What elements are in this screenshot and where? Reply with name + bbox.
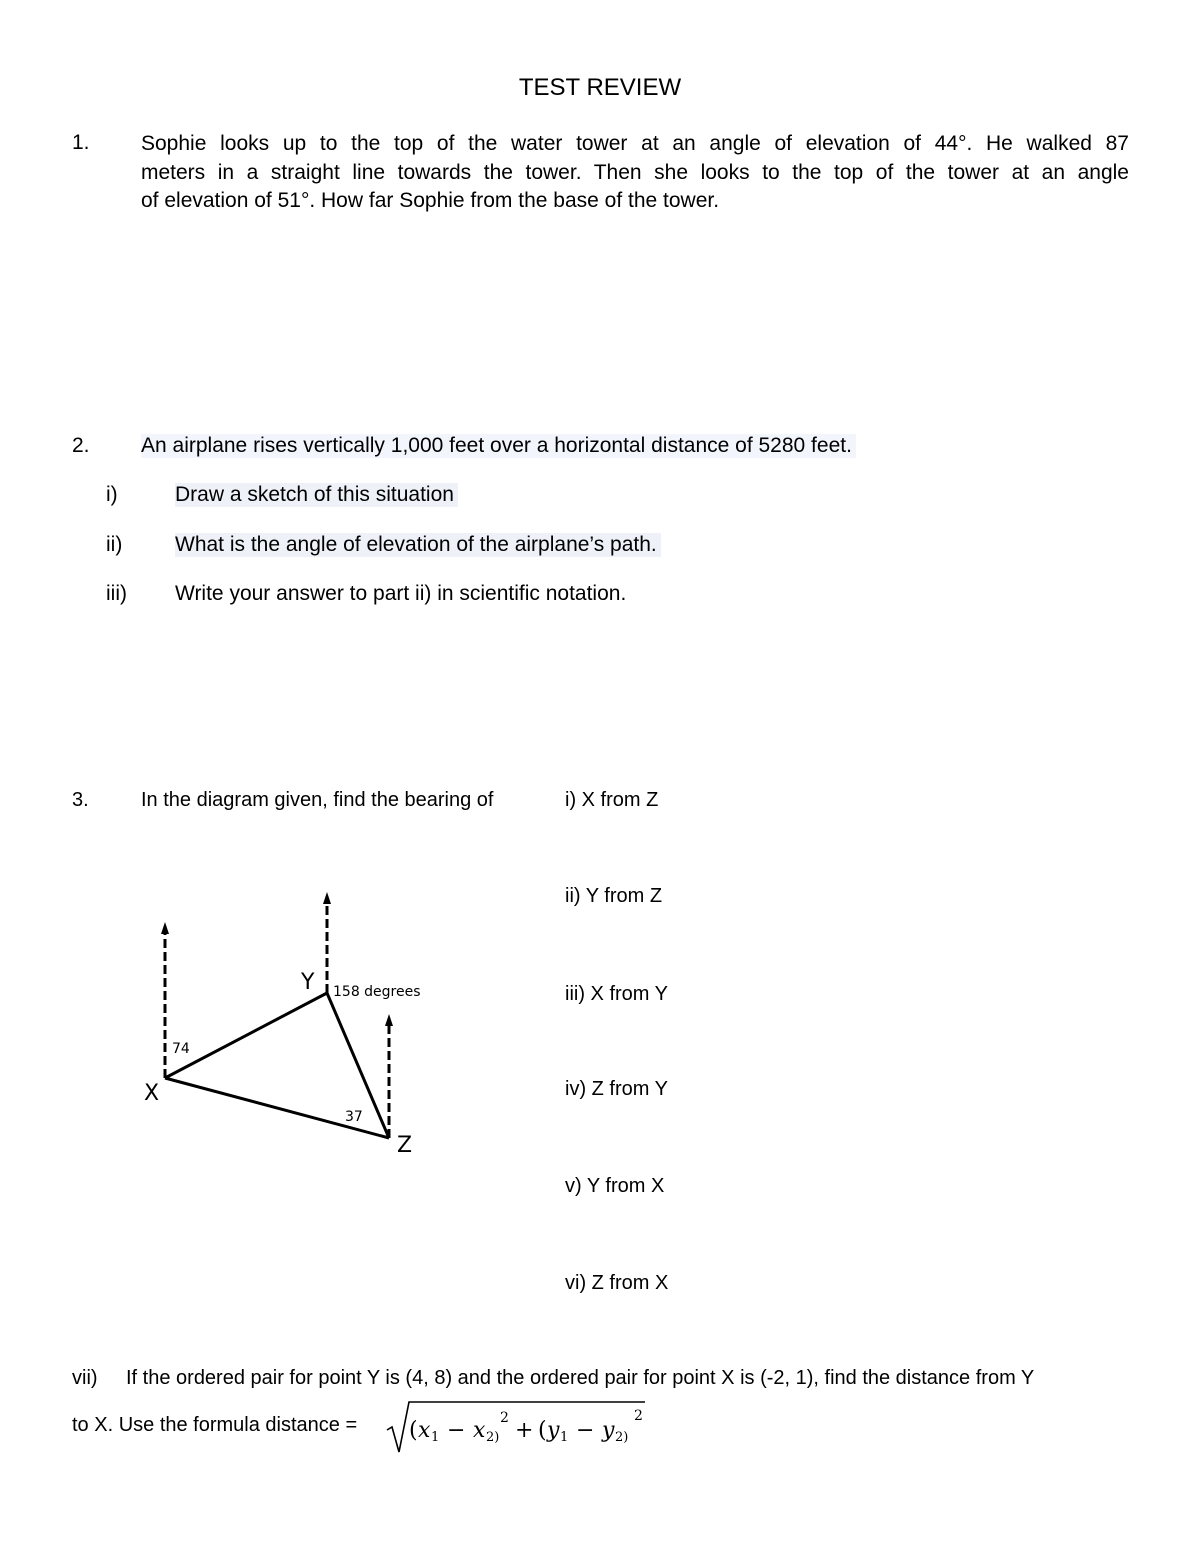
formula-open-paren-1: ( [409,1418,418,1443]
question-2-sub-1-text: Draw a sketch of this situation [175,483,458,507]
question-7-number: vii) [72,1367,98,1389]
question-1-line-2: meters in a straight line towards the tower. Then she looks to the top of the tower at an angle [141,160,1129,184]
question-1-line-3: of elevation of 51°. How far Sophie from the base of the tower. [141,189,720,212]
formula-sub-3: 1 [560,1430,569,1445]
question-1-line-1: Sophie looks up to the top of the water tower at an angle of elevation of 44°. He walked 87 [141,132,1129,155]
question-7-line-1: If the ordered pair for point Y is (4, 8) and the ordered pair for point X is (-2, 1), find the distance from Y [126,1367,1035,1389]
formula-minus-2: − [576,1418,595,1443]
question-3-part-1: i) X from Z [565,789,659,811]
question-7-line-2: to X. Use the formula distance = [72,1414,358,1436]
formula-exp-2: 2 [634,1408,643,1424]
question-3-part-3: iii) X from Y [565,983,668,1005]
vertex-label-x: X [144,1081,160,1106]
question-3-text: In the diagram given, find the bearing of [141,789,494,811]
question-2-sub-1-number: i) [106,483,118,506]
page-title: TEST REVIEW [518,74,682,101]
question-3-number: 3. [72,789,89,811]
formula-sub-4: 2) [615,1430,629,1445]
vertex-label-z: Z [397,1133,413,1158]
angle-label-z: 37 [345,1109,363,1125]
question-3-part-6: vi) Z from X [565,1272,669,1294]
formula-minus-1: − [447,1418,466,1443]
angle-label-x: 74 [172,1041,190,1057]
formula-sub-1: 1 [431,1430,440,1445]
north-arrow-y [323,892,331,904]
north-arrow-x [161,922,169,934]
formula-exp-1: 2 [500,1410,509,1426]
vertex-label-y: Y [301,970,315,995]
question-2-sub-3-text: Write your answer to part ii) in scientific notation. [175,582,627,605]
side-xz [165,1078,389,1138]
formula-sub-2: 2) [486,1430,500,1445]
question-1-number: 1. [72,131,90,154]
formula-x1: x [418,1418,431,1443]
question-2-sub-2-number: ii) [106,533,123,556]
formula-open-paren-2: ( [538,1418,547,1443]
formula-y1: y [547,1418,560,1443]
distance-formula [385,1400,655,1458]
question-2-number: 2. [72,434,90,457]
question-2-sub-3-number: iii) [106,582,127,605]
formula-x2: x [473,1418,486,1443]
side-xy [165,993,327,1078]
north-arrow-z [385,1014,393,1026]
angle-label-y: 158 degrees [333,984,421,1000]
question-3-part-5: v) Y from X [565,1175,665,1197]
question-2-sub-2-text: What is the angle of elevation of the airplane’s path. [175,533,661,557]
formula-y2: y [602,1418,615,1443]
question-3-part-2: ii) Y from Z [565,885,663,907]
question-3-part-4: iv) Z from Y [565,1078,668,1100]
formula-plus: + [515,1418,534,1443]
question-2-text: An airplane rises vertically 1,000 feet over a horizontal distance of 5280 feet. [141,434,856,458]
